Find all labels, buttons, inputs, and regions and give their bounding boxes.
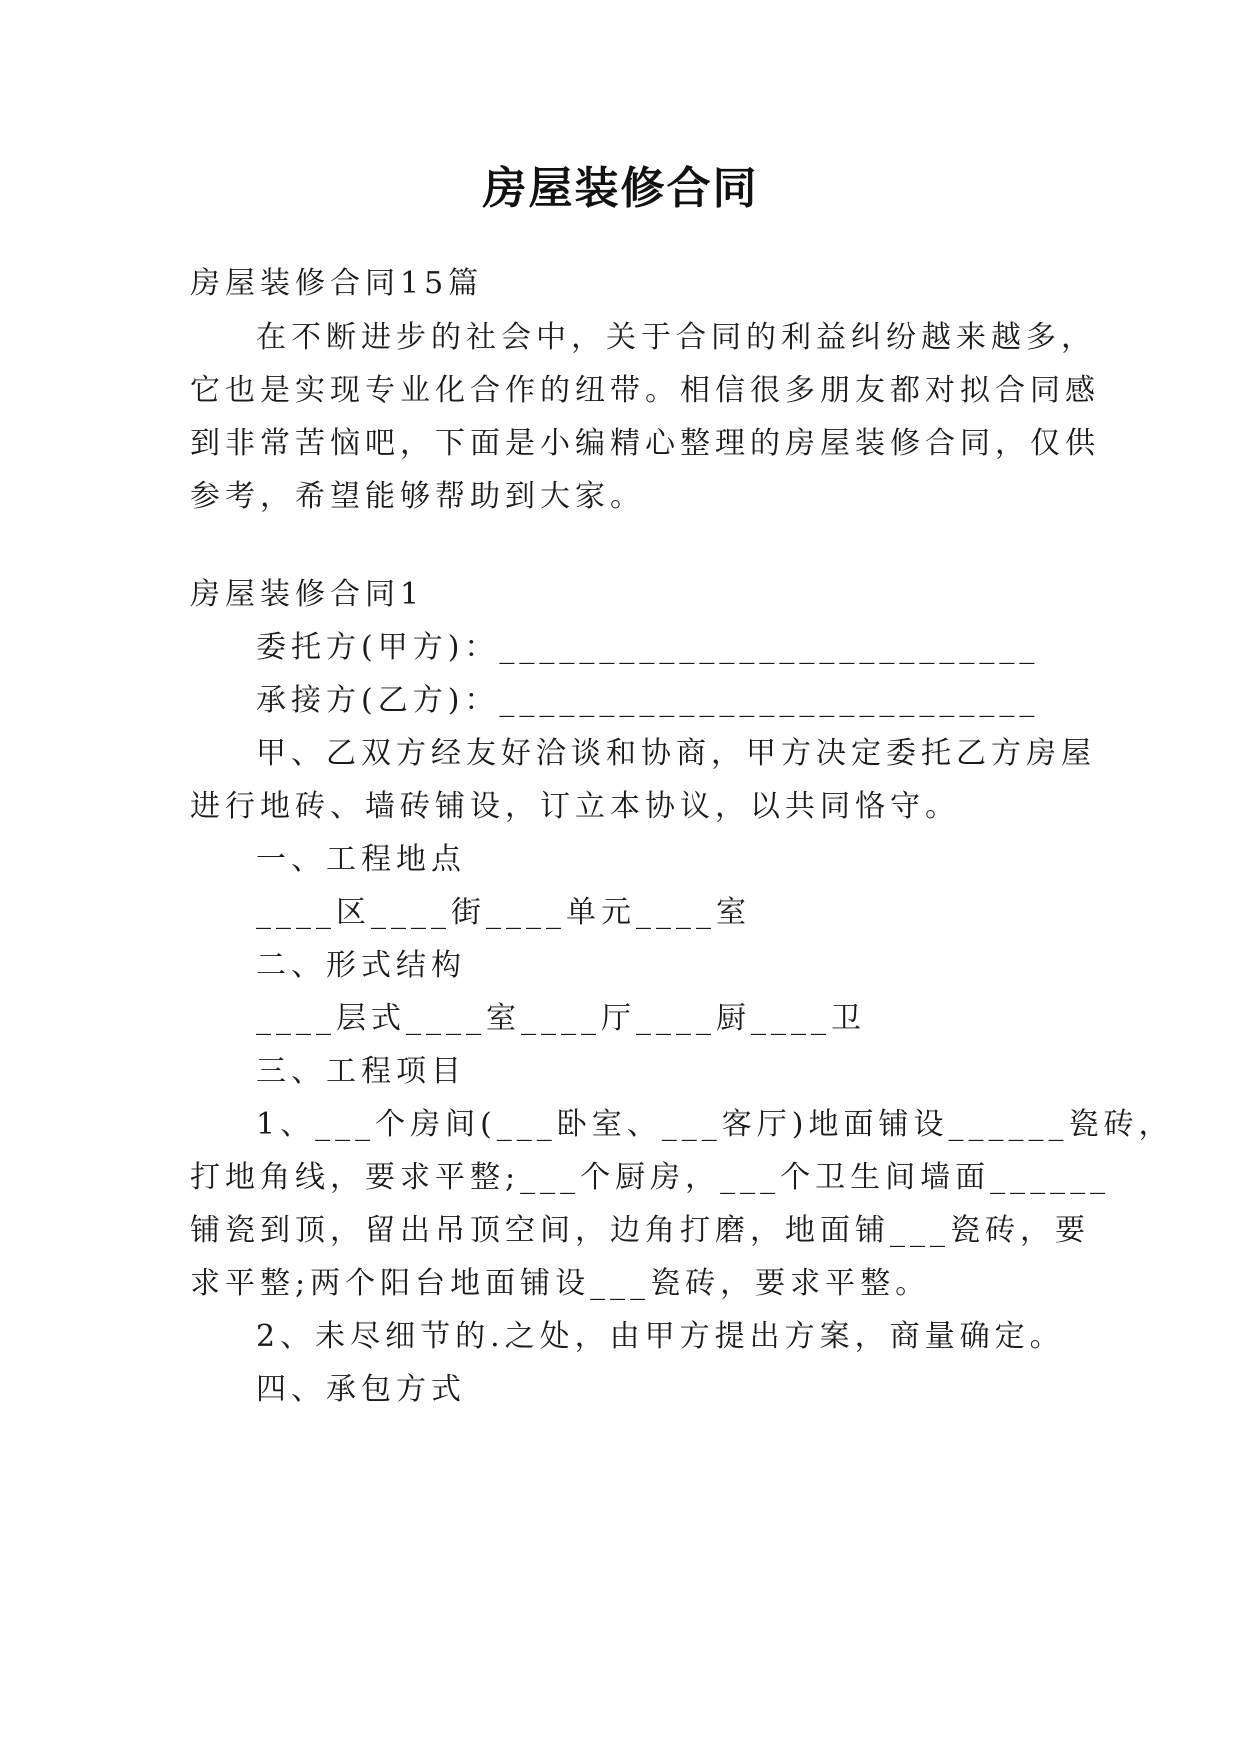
clause-heading-contracting: 四、承包方式 [256,1372,466,1407]
party-b-line: 承接方(乙方)：___________________________ [256,683,1040,718]
clause-note-project: 2、未尽细节的.之处，由甲方提出方案，商量确定。 [256,1319,1065,1354]
intro-paragraph-line: 到非常苦恼吧，下面是小编精心整理的房屋装修合同，仅供 [190,426,1100,461]
agreement-paragraph-line: 甲、乙双方经友好洽谈和协商，甲方决定委托乙方房屋 [256,736,1096,771]
clause-heading-project: 三、工程项目 [256,1054,466,1089]
intro-paragraph-line: 它也是实现专业化合作的纽带。相信很多朋友都对拟合同感 [190,373,1100,408]
document-title: 房屋装修合同 [482,163,759,214]
section-heading: 房屋装修合同1 [190,577,425,612]
agreement-paragraph-line: 进行地砖、墙砖铺设，订立本协议，以共同恪守。 [190,789,960,824]
clause-body-project-line: 求平整;两个阳台地面铺设___瓷砖，要求平整。 [190,1266,931,1301]
clause-body-project-line: 1、___个房间(___卧室、___客厅)地面铺设______瓷砖， [256,1107,1174,1142]
clause-body-location: ____区____街____单元____室 [256,895,751,930]
clause-heading-location: 一、工程地点 [256,842,466,877]
clause-body-structure: ____层式____室____厅____厨____卫 [256,1001,866,1036]
intro-paragraph-line: 参考，希望能够帮助到大家。 [190,479,645,514]
intro-paragraph-line: 在不断进步的社会中，关于合同的利益纠纷越来越多， [256,320,1096,355]
clause-heading-structure: 二、形式结构 [256,948,466,983]
clause-body-project-line: 打地角线，要求平整;___个厨房，___个卫生间墙面______ [190,1160,1111,1195]
document-subtitle: 房屋装修合同15篇 [190,266,484,301]
party-a-line: 委托方(甲方)：___________________________ [256,630,1040,665]
clause-body-project-line: 铺瓷到顶，留出吊顶空间，边角打磨，地面铺___瓷砖，要 [190,1213,1090,1248]
